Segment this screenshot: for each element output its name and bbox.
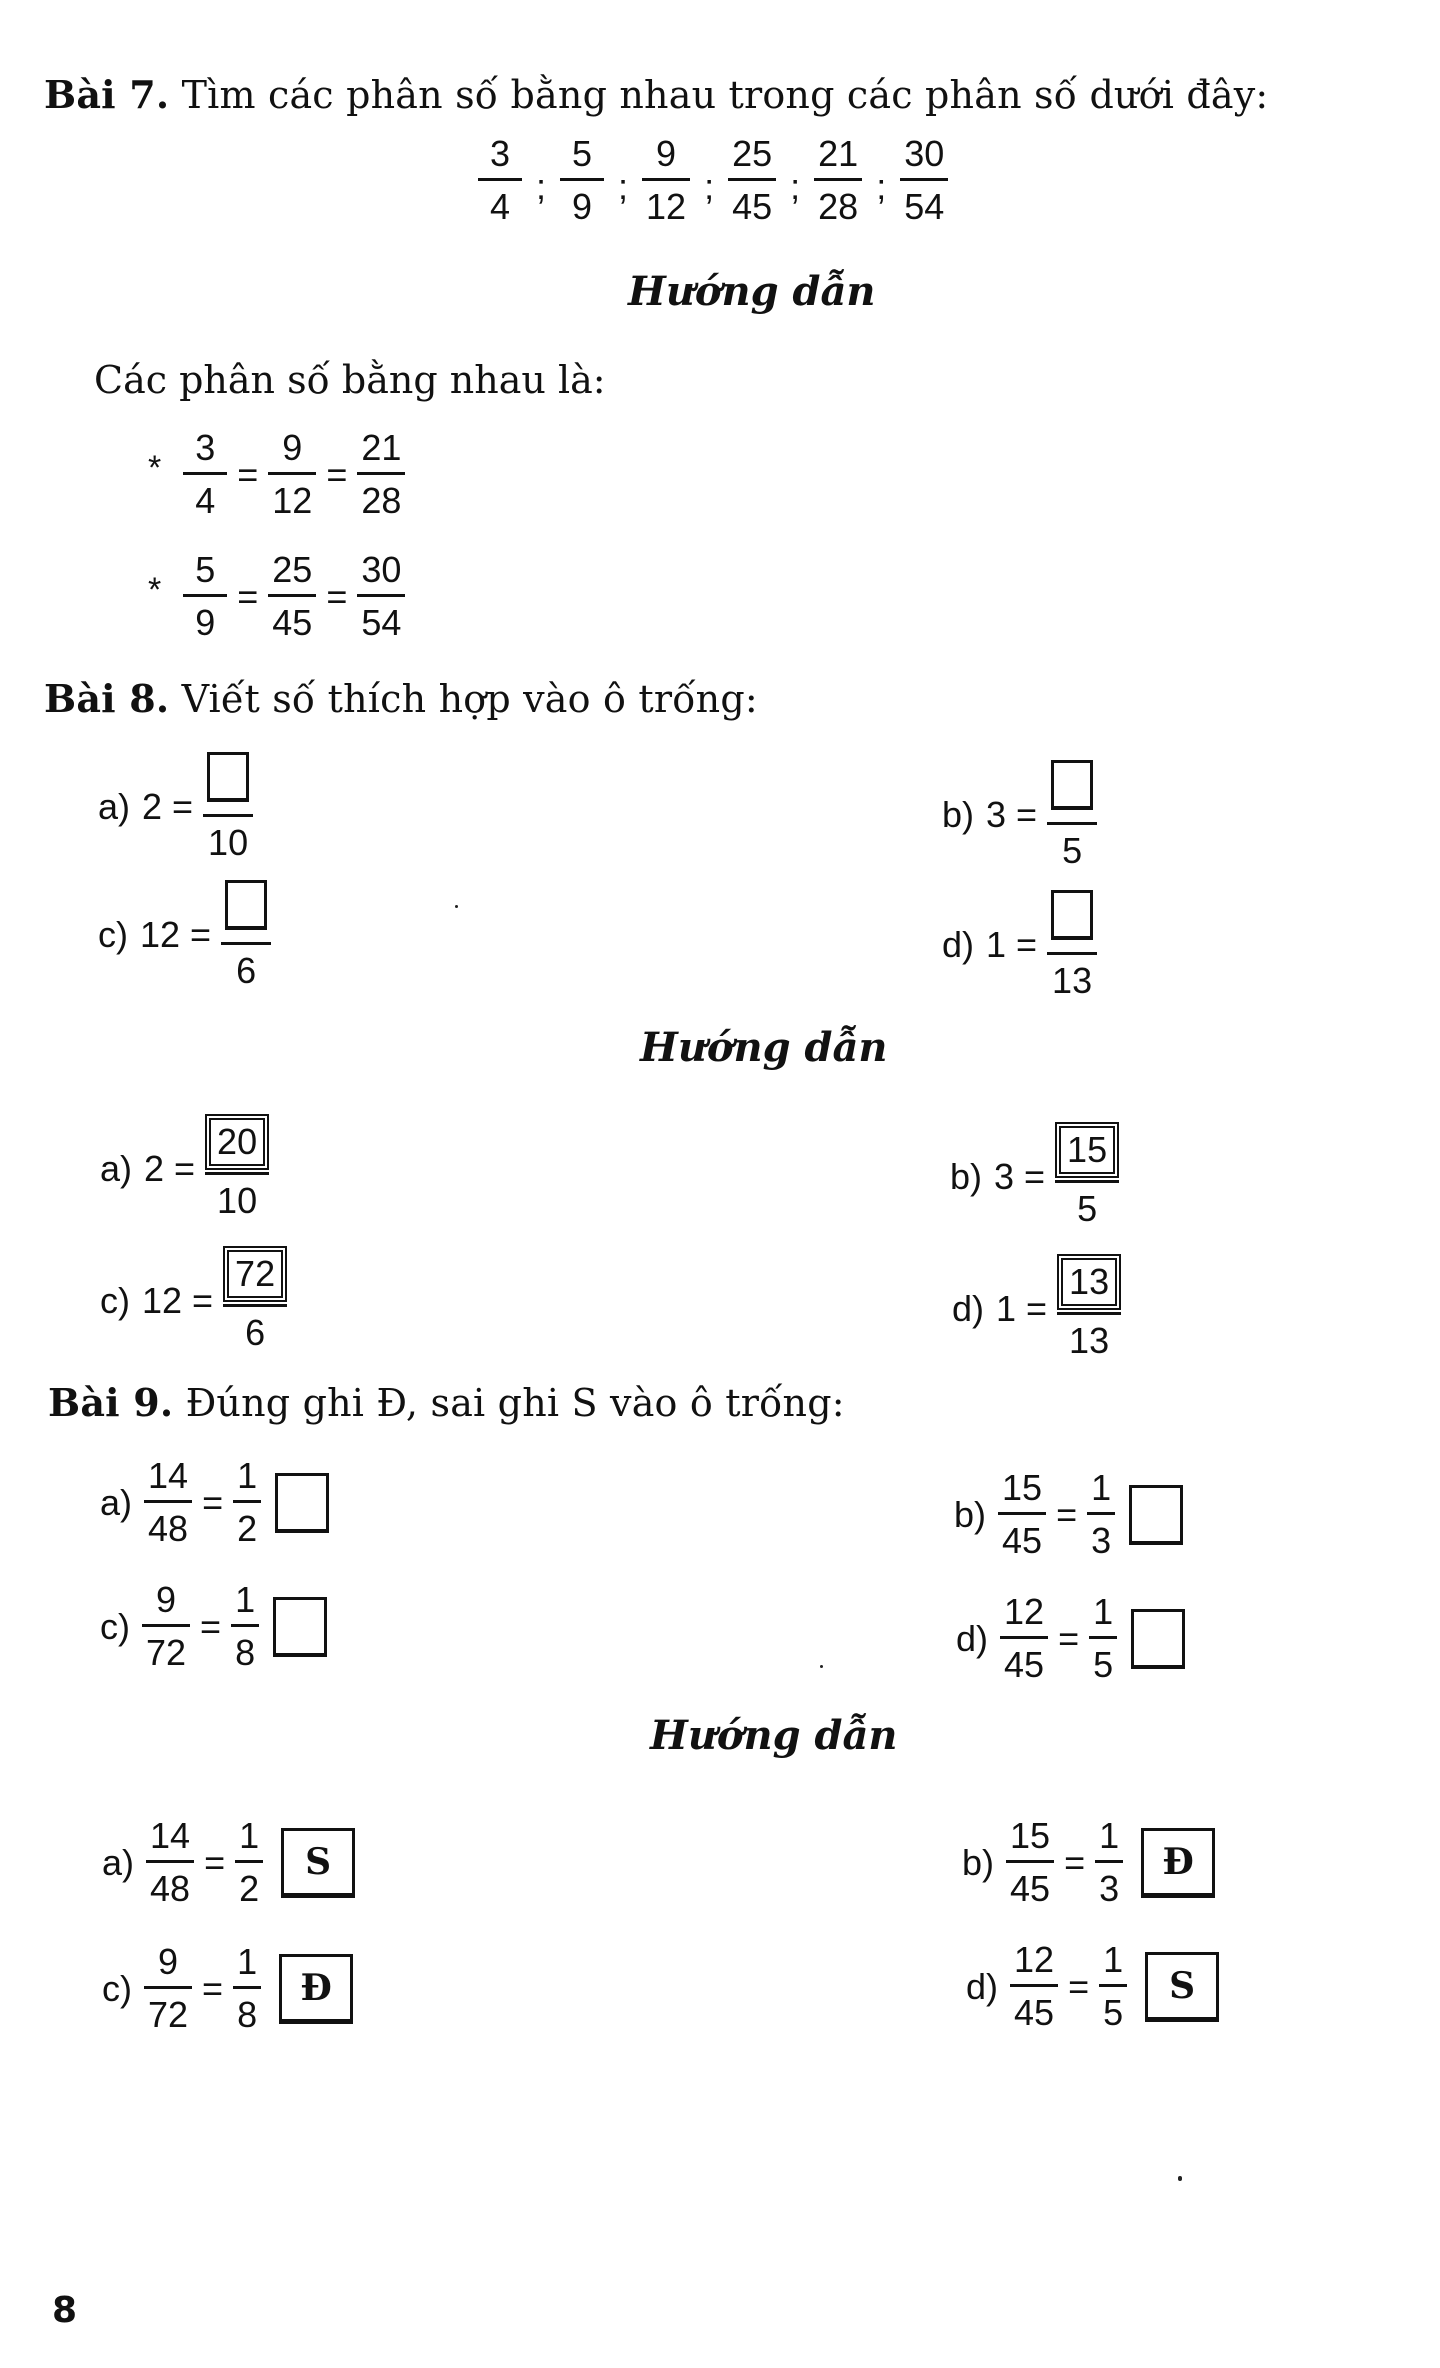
true-false-answer-box: S <box>1145 1952 1219 2022</box>
fraction: $\frac{3}{4}$ <box>478 136 522 225</box>
fraction: $\frac{9}{12}$ <box>642 136 690 225</box>
fraction: $\frac{25}{45}$ <box>728 136 776 225</box>
answer-value-box: 20 <box>209 1118 265 1166</box>
bai9-answer-b: b) $\frac{15}{45}$ = $\frac{1}{3}$ Đ <box>962 1818 1215 1907</box>
answer-blank-box[interactable] <box>1051 890 1093 940</box>
bai9-question-d: d) $\frac{12}{45}$ = $\frac{1}{5}$ <box>956 1594 1185 1683</box>
fraction: $\frac{5}{9}$ <box>560 136 604 225</box>
bai8-label: Bài 8. <box>44 676 170 721</box>
bai9-label: Bài 9. <box>48 1380 174 1425</box>
bai7-chain-2: * $\frac{5}{9}$ = $\frac{25}{45}$ = $\frac{30}{54}$ <box>148 552 405 641</box>
true-false-answer-box: Đ <box>279 1954 353 2024</box>
fraction: $\frac{21}{28}$ <box>814 136 862 225</box>
page-number: 8 <box>52 2290 78 2331</box>
bullet-star: * <box>148 571 162 609</box>
bai7-chain-1: * $\frac{3}{4}$ = $\frac{9}{12}$ = $\frac{21}{28}$ <box>148 430 405 519</box>
answer-blank-box[interactable] <box>225 880 267 930</box>
bai8-answer-c: c) 12 = $\frac{72}{6}$ <box>100 1250 287 1351</box>
bai7-label: Bài 7. <box>44 72 170 117</box>
bai8-answer-b: b) 3 = $\frac{15}{5}$ <box>950 1126 1119 1227</box>
true-false-answer-box: Đ <box>1141 1828 1215 1898</box>
true-false-answer-box: S <box>281 1828 355 1898</box>
answer-value-box: 15 <box>1059 1126 1115 1174</box>
bai7-guide-title: Hướng dẫn <box>628 268 876 315</box>
bai8-question-a: a) 2 = 10 <box>98 752 253 861</box>
bai7-prompt: Tìm các phân số bằng nhau trong các phân số dưới đây: <box>181 73 1269 117</box>
bai9-question-c: c) $\frac{9}{72}$ = $\frac{1}{8}$ <box>100 1582 327 1671</box>
bai8-prompt: Viết số thích hợp vào ô trống: <box>181 677 758 721</box>
bai8-answer-a: a) 2 = $\frac{20}{10}$ <box>100 1118 269 1219</box>
true-false-blank-box[interactable] <box>273 1597 327 1657</box>
bai8-answer-d: d) 1 = $\frac{13}{13}$ <box>952 1258 1121 1359</box>
print-speck <box>455 905 458 908</box>
bai9-guide-title: Hướng dẫn <box>650 1712 898 1759</box>
bai9-answer-c: c) $\frac{9}{72}$ = $\frac{1}{8}$ Đ <box>102 1944 353 2033</box>
bai8-heading <box>44 676 758 721</box>
print-speck <box>820 1665 823 1668</box>
print-speck <box>1178 2176 1182 2181</box>
true-false-blank-box[interactable] <box>1131 1609 1185 1669</box>
bai7-answer-intro: Các phân số bằng nhau là: <box>94 358 606 402</box>
bai7-fraction-list: $\frac{3}{4}$ ; $\frac{5}{9}$ ; $\frac{9}{12}$ ; $\frac{25}{45}$ ; $\frac{21}{28}$ ; $\frac{30}{54}$ <box>478 136 948 225</box>
bai9-heading <box>48 1380 845 1425</box>
answer-blank-box[interactable] <box>1051 760 1093 810</box>
bullet-star: * <box>148 449 162 487</box>
bai8-guide-title: Hướng dẫn <box>640 1024 888 1071</box>
bai8-question-b: b) 3 = 5 <box>942 760 1097 869</box>
bai9-question-b: b) $\frac{15}{45}$ = $\frac{1}{3}$ <box>954 1470 1183 1559</box>
true-false-blank-box[interactable] <box>1129 1485 1183 1545</box>
bai9-question-a: a) $\frac{14}{48}$ = $\frac{1}{2}$ <box>100 1458 329 1547</box>
bai8-question-d: d) 1 = 13 <box>942 890 1097 999</box>
bai9-prompt: Đúng ghi Đ, sai ghi S vào ô trống: <box>185 1381 845 1425</box>
bai9-answer-d: d) $\frac{12}{45}$ = $\frac{1}{5}$ S <box>966 1942 1219 2031</box>
answer-value-box: 13 <box>1061 1258 1117 1306</box>
answer-value-box: 72 <box>227 1250 283 1298</box>
true-false-blank-box[interactable] <box>275 1473 329 1533</box>
bai9-answer-a: a) $\frac{14}{48}$ = $\frac{1}{2}$ S <box>102 1818 355 1907</box>
fraction: $\frac{30}{54}$ <box>900 136 948 225</box>
bai7-heading <box>44 72 1268 117</box>
answer-blank-box[interactable] <box>207 752 249 802</box>
bai8-question-c: c) 12 = 6 <box>98 880 271 989</box>
